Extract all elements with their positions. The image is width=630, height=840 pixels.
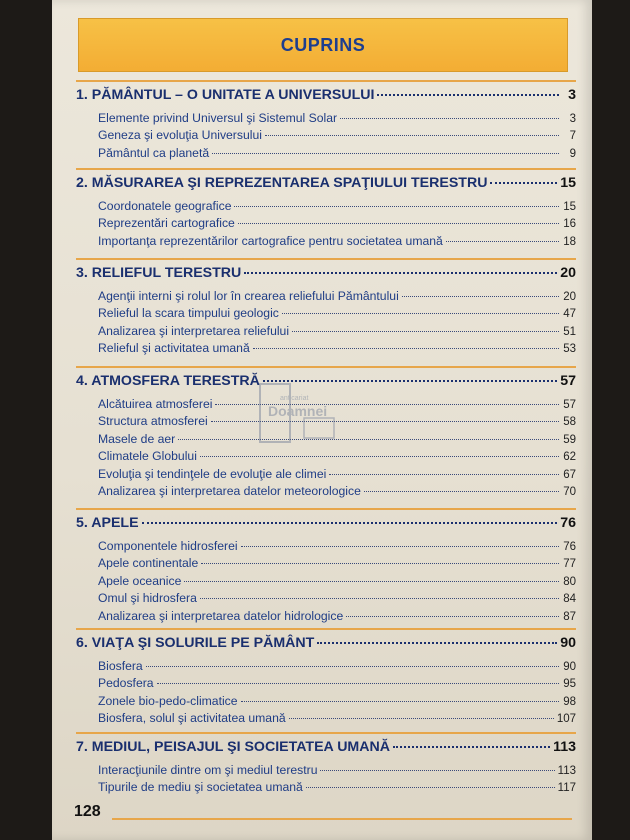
toc-entry	[76, 128, 576, 145]
entry-title: Masele de aer	[98, 431, 176, 446]
toc-section	[76, 508, 576, 626]
dot-leader	[200, 456, 559, 457]
entry-title: Componentele hidrosferei	[98, 539, 238, 553]
dot-leader	[320, 770, 554, 771]
chapter-heading	[76, 87, 576, 111]
toc-entry	[76, 659, 576, 676]
toc-entry	[76, 484, 576, 501]
dot-leader	[346, 616, 559, 617]
dot-leader	[490, 182, 557, 184]
chapter-title: 2. MĂSURAREA ŞI REPREZENTAREA SPAŢIULUI TERESTRU	[76, 175, 488, 191]
entry-page: 62	[563, 451, 576, 464]
entry-title: Reprezentări cartografice	[98, 216, 235, 231]
entry-page: 76	[563, 541, 576, 553]
chapter-title: 7. MEDIUL, PEISAJUL ŞI SOCIETATEA UMANĂ	[76, 739, 390, 755]
chapter-page: 57	[560, 373, 576, 389]
dot-leader	[184, 581, 559, 582]
entry-page: 67	[563, 468, 576, 481]
entry-title: Geneza şi evoluţia Universului	[98, 128, 262, 143]
entry-title: Elemente privind Universul şi Sistemul Solar	[98, 111, 338, 125]
entry-page: 18	[563, 235, 576, 248]
toc-section	[76, 732, 576, 798]
dot-leader	[157, 683, 559, 684]
toc-section	[76, 628, 576, 729]
entry-title: Interacţiunile dintre om şi mediul terestru	[98, 763, 318, 777]
dot-leader	[201, 563, 559, 564]
dot-leader	[364, 491, 559, 492]
entry-page: 70	[563, 485, 576, 498]
chapter-title: 5. APELE	[76, 515, 139, 531]
dot-leader	[306, 787, 555, 788]
toc-entry	[76, 289, 576, 306]
toc-entry	[76, 146, 576, 163]
dot-leader	[234, 206, 559, 207]
toc-entry	[76, 676, 576, 693]
toc-entry	[76, 467, 576, 484]
entry-page: 84	[563, 593, 576, 606]
entry-page: 58	[563, 416, 576, 429]
entry-page: 87	[563, 610, 576, 623]
chapter-page: 20	[560, 265, 576, 281]
dot-leader	[329, 474, 559, 475]
toc-entry	[76, 609, 576, 626]
entry-title: Agenţii interni şi rolul lor în crearea reliefului Pământului	[98, 289, 399, 303]
chapter-page: 113	[553, 739, 576, 755]
entry-title: Apele continentale	[98, 556, 199, 571]
entry-page: 107	[556, 713, 576, 726]
chapter-title: 1. PĂMÂNTUL – O UNITATE A UNIVERSULUI	[76, 87, 375, 103]
chapter-heading	[76, 175, 576, 199]
toc-entry	[76, 324, 576, 341]
entry-title: Apele oceanice	[98, 573, 182, 588]
entry-title: Biosfera, solul şi activitatea umană	[98, 711, 286, 726]
entry-title: Analizarea şi interpretarea datelor meteorologice	[98, 483, 361, 498]
toc-entry	[76, 591, 576, 608]
dot-leader	[265, 135, 559, 136]
toc-section	[76, 168, 576, 251]
watermark-logo-icon	[258, 382, 348, 444]
dot-leader	[238, 223, 559, 224]
entry-page: 113	[557, 765, 576, 777]
toc-entry	[76, 556, 576, 573]
entry-title: Omul şi hidrosfera	[98, 591, 197, 606]
svg-text:Doamnei: Doamnei	[268, 403, 328, 419]
entry-page: 98	[563, 695, 576, 708]
dot-leader	[317, 642, 557, 644]
dot-leader	[244, 272, 557, 274]
toc-section	[76, 258, 576, 359]
toc-entry	[76, 711, 576, 728]
toc-entry	[76, 449, 576, 466]
dot-leader	[292, 331, 559, 332]
entry-title: Evoluţia şi tendinţele de evoluţie ale climei	[98, 466, 327, 481]
entry-title: Coordonatele geografice	[98, 199, 232, 213]
dot-leader	[289, 718, 554, 719]
toc-section	[76, 80, 576, 163]
entry-page: 16	[563, 218, 576, 231]
entry-page: 20	[563, 291, 576, 303]
entry-page: 95	[563, 678, 576, 691]
entry-page: 9	[569, 147, 576, 160]
entry-title: Zonele bio-pedo-climatice	[98, 693, 238, 708]
entry-page: 7	[569, 130, 576, 143]
entry-title: Analizarea şi interpretarea datelor hidrologice	[98, 608, 344, 623]
entry-page: 57	[563, 399, 576, 411]
dot-leader	[142, 522, 558, 524]
entry-page: 15	[563, 201, 576, 213]
chapter-page: 90	[560, 635, 576, 651]
footer-divider	[112, 818, 572, 820]
toc-entry	[76, 780, 576, 797]
dot-leader	[393, 746, 550, 748]
toc-entry	[76, 306, 576, 323]
entry-title: Relieful şi activitatea umană	[98, 341, 250, 356]
dot-leader	[146, 666, 559, 667]
entry-page: 90	[563, 661, 576, 673]
entry-page: 59	[563, 433, 576, 446]
dot-leader	[253, 348, 559, 349]
entry-title: Importanţa reprezentărilor cartografice pentru societatea umană	[98, 233, 443, 248]
entry-title: Analizarea şi interpretarea reliefului	[98, 323, 290, 338]
dot-leader	[241, 701, 559, 702]
dot-leader	[377, 94, 559, 96]
toc-entry	[76, 763, 576, 780]
title-banner	[78, 18, 568, 72]
dot-leader	[446, 241, 559, 242]
toc-entry	[76, 216, 576, 233]
entry-title: Biosfera	[98, 659, 143, 673]
dot-leader	[200, 598, 559, 599]
entry-page: 77	[563, 558, 576, 571]
entry-title: Structura atmosferei	[98, 414, 208, 429]
chapter-title: 3. RELIEFUL TERESTRU	[76, 265, 242, 281]
entry-page: 3	[569, 113, 576, 125]
entry-title: Pământul ca planetă	[98, 145, 210, 160]
entry-page: 117	[557, 782, 576, 795]
entry-title: Alcătuirea atmosferei	[98, 397, 213, 411]
svg-text:anticariat: anticariat	[280, 395, 309, 402]
chapter-heading	[76, 739, 576, 763]
dot-leader	[212, 153, 559, 154]
entry-title: Climatele Globului	[98, 449, 197, 464]
entry-page: 80	[563, 575, 576, 588]
chapter-heading	[76, 635, 576, 659]
toc-entry	[76, 694, 576, 711]
page-title: CUPRINS	[280, 34, 366, 55]
book-page	[52, 0, 592, 840]
page-number: 128	[74, 803, 101, 820]
chapter-page: 15	[560, 175, 576, 191]
dot-leader	[178, 439, 559, 440]
dot-leader	[241, 546, 559, 547]
toc-entry	[76, 341, 576, 358]
toc-entry	[76, 234, 576, 251]
dot-leader	[402, 296, 559, 297]
chapter-heading	[76, 515, 576, 539]
chapter-heading	[76, 265, 576, 289]
chapter-title: 6. VIAŢA ŞI SOLURILE PE PĂMÂNT	[76, 635, 315, 651]
toc-entry	[76, 111, 576, 128]
entry-page: 47	[563, 308, 576, 321]
dot-leader	[282, 313, 559, 314]
entry-page: 53	[563, 343, 576, 356]
toc-entry	[76, 539, 576, 556]
toc-entry	[76, 199, 576, 216]
dot-leader	[340, 118, 559, 119]
chapter-page: 3	[568, 87, 576, 103]
entry-title: Tipurile de mediu şi societatea umană	[98, 780, 303, 795]
chapter-page: 76	[560, 515, 576, 531]
entry-title: Pedosfera	[98, 676, 154, 691]
chapter-title: 4. ATMOSFERA TERESTRĂ	[76, 373, 260, 389]
toc-entry	[76, 574, 576, 591]
entry-title: Relieful la scara timpului geologic	[98, 306, 279, 321]
entry-page: 51	[563, 325, 576, 338]
